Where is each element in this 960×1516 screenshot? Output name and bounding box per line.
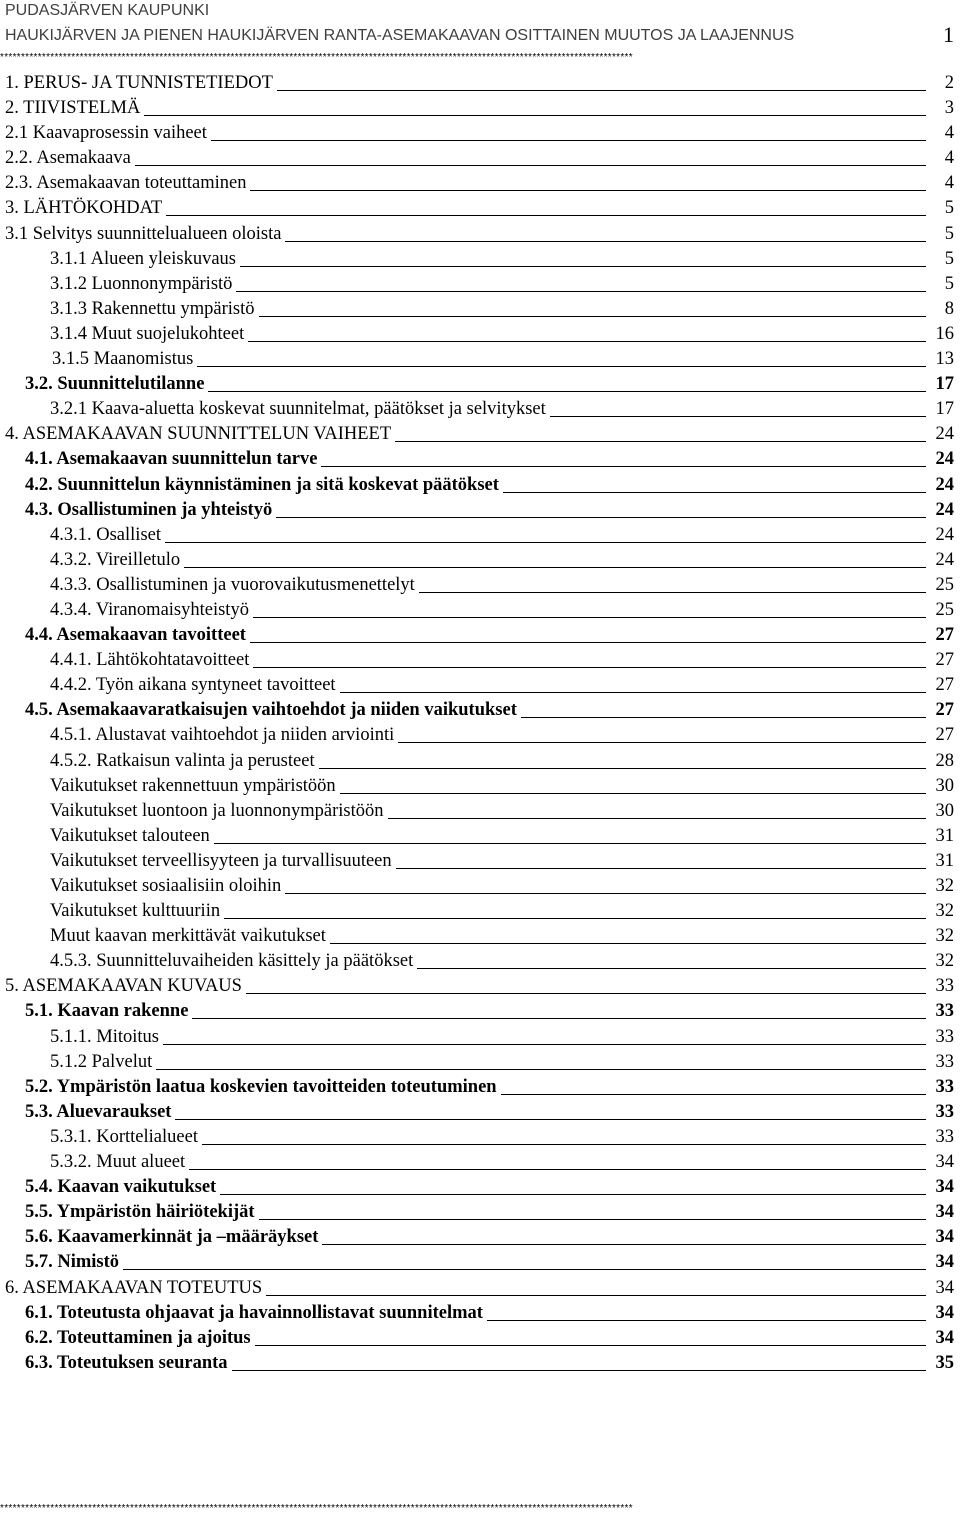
toc-entry-label: 3.1.1 Alueen yleiskuvaus: [50, 247, 240, 272]
toc-entry[interactable]: [0, 673, 960, 698]
toc-leader-line: [50, 1044, 926, 1045]
toc-entry-label: 5.3.1. Korttelialueet: [50, 1125, 202, 1150]
toc-entry-label: 2.3. Asemakaavan toteuttaminen: [5, 171, 250, 196]
toc-entry[interactable]: [0, 473, 960, 498]
toc-entry-page: 27: [935, 725, 954, 746]
toc-entry-page: 31: [935, 825, 954, 846]
toc-entry-page: 33: [935, 1076, 954, 1097]
toc-entry[interactable]: [0, 749, 960, 774]
toc-entry-label: 2. TIIVISTELMÄ: [5, 96, 144, 121]
toc-leader-line: [50, 1069, 926, 1070]
toc-entry[interactable]: [0, 372, 960, 397]
toc-entry-label: 5.1.2 Palvelut: [50, 1050, 156, 1075]
toc-entry-label: 4.3.3. Osallistuminen ja vuorovaikutusmenettelyt: [50, 573, 419, 598]
toc-entry-label: Vaikutukset sosiaalisiin oloihin: [50, 874, 285, 899]
toc-entry-page: 25: [935, 599, 954, 620]
toc-entry-page: 28: [935, 750, 954, 771]
toc-entry[interactable]: [0, 171, 960, 196]
toc-entry-page: 13: [935, 349, 954, 370]
toc-entry-label: 5.7. Nimistö: [25, 1250, 123, 1275]
toc-entry[interactable]: [0, 949, 960, 974]
toc-entry-page: 24: [935, 449, 954, 470]
toc-entry-label: 4.3.4. Viranomaisyhteistyö: [50, 598, 253, 623]
toc-entry[interactable]: [0, 1301, 960, 1326]
toc-entry[interactable]: [0, 924, 960, 949]
toc-entry[interactable]: [0, 974, 960, 999]
toc-entry[interactable]: [0, 573, 960, 598]
toc-entry-page: 17: [935, 374, 954, 395]
toc-entry-label: 3.1.3 Rakennettu ympäristö: [50, 297, 259, 322]
toc-entry-label: 4. ASEMAKAAVAN SUUNNITTELUN VAIHEET: [5, 422, 395, 447]
toc-entry[interactable]: [0, 824, 960, 849]
toc-entry[interactable]: [0, 121, 960, 146]
toc-entry[interactable]: [0, 999, 960, 1024]
toc-entry[interactable]: [0, 297, 960, 322]
toc-entry[interactable]: [0, 272, 960, 297]
toc-entry[interactable]: [0, 648, 960, 673]
toc-entry-label: 4.2. Suunnittelun käynnistäminen ja sitä koskevat päätökset: [25, 473, 503, 498]
toc-entry[interactable]: [0, 698, 960, 723]
toc-entry-label: 5. ASEMAKAAVAN KUVAUS: [5, 974, 246, 999]
toc-entry-page: 24: [935, 424, 954, 445]
toc-entry-label: 4.5.2. Ratkaisun valinta ja perusteet: [50, 749, 319, 774]
toc-entry[interactable]: [0, 1200, 960, 1225]
toc-entry[interactable]: [0, 1125, 960, 1150]
toc-entry[interactable]: [0, 498, 960, 523]
toc-entry-label: 6.3. Toteutuksen seuranta: [25, 1351, 232, 1376]
toc-entry-label: Vaikutukset kulttuuriin: [50, 899, 224, 924]
toc-entry-label: Muut kaavan merkittävät vaikutukset: [50, 924, 330, 949]
toc-entry[interactable]: [0, 222, 960, 247]
toc-entry-label: 5.6. Kaavamerkinnät ja –määräykset: [25, 1225, 322, 1250]
toc-entry-label: 3.1 Selvitys suunnittelualueen oloista: [5, 222, 285, 247]
page-number: 1: [943, 22, 954, 47]
toc-entry[interactable]: [0, 874, 960, 899]
toc-entry-page: 25: [935, 574, 954, 595]
toc-entry[interactable]: [0, 422, 960, 447]
toc-entry-label: 5.5. Ympäristön häiriötekijät: [25, 1200, 259, 1225]
toc-entry-page: 33: [935, 1051, 954, 1072]
toc-entry-label: 4.3.1. Osalliset: [50, 523, 165, 548]
toc-entry[interactable]: [0, 598, 960, 623]
toc-entry[interactable]: [0, 1250, 960, 1275]
toc-entry[interactable]: [0, 1050, 960, 1075]
toc-entry-label: Vaikutukset luontoon ja luonnonympäristöön: [50, 799, 388, 824]
toc-entry-label: Vaikutukset rakennettuun ympäristöön: [50, 774, 340, 799]
toc-entry-page: 5: [944, 248, 954, 269]
toc-entry-label: 4.1. Asemakaavan suunnittelun tarve: [25, 447, 321, 472]
toc-entry-label: 5.4. Kaavan vaikutukset: [25, 1175, 220, 1200]
toc-entry-page: 24: [935, 549, 954, 570]
toc-entry-label: 3. LÄHTÖKOHDAT: [5, 196, 166, 221]
toc-entry[interactable]: [0, 1175, 960, 1200]
toc-entry[interactable]: [0, 397, 960, 422]
toc-entry-label: 4.3. Osallistuminen ja yhteistyö: [25, 498, 276, 523]
toc-entry[interactable]: [0, 347, 960, 372]
toc-entry[interactable]: [0, 196, 960, 221]
toc-entry[interactable]: [0, 774, 960, 799]
toc-entry-page: 2: [944, 73, 954, 93]
toc-entry-label: 5.3. Aluevaraukset: [25, 1100, 175, 1125]
toc-entry-label: 2.1 Kaavaprosessin vaiheet: [5, 121, 211, 146]
toc-entry-page: 4: [944, 173, 954, 194]
toc-entry-page: 27: [935, 700, 954, 721]
toc-entry-page: 33: [935, 1126, 954, 1147]
toc-entry-page: 34: [935, 1327, 954, 1348]
toc-entry[interactable]: [0, 1150, 960, 1175]
toc-entry[interactable]: [0, 247, 960, 272]
toc-entry-page: 27: [935, 650, 954, 671]
toc-entry[interactable]: [0, 849, 960, 874]
toc-entry[interactable]: [0, 1100, 960, 1125]
toc-entry-page: 33: [935, 1026, 954, 1047]
organization-name: PUDASJÄRVEN KAUPUNKI: [5, 2, 210, 19]
toc-entry-label: 3.1.2 Luonnonympäristö: [50, 272, 236, 297]
toc-entry[interactable]: [0, 1326, 960, 1351]
toc-entry-page: 33: [935, 976, 954, 997]
toc-entry[interactable]: [0, 1276, 960, 1301]
toc-entry[interactable]: [0, 548, 960, 573]
toc-entry-label: 4.5.3. Suunnitteluvaiheiden käsittely ja päätökset: [50, 949, 417, 974]
toc-leader-line: [25, 1269, 926, 1270]
toc-entry-page: 34: [935, 1277, 954, 1298]
toc-entry-page: 8: [944, 298, 954, 319]
toc-entry-page: 34: [935, 1252, 954, 1273]
toc-entry-label: Vaikutukset terveellisyyteen ja turvallisuuteen: [50, 849, 396, 874]
toc-entry-page: 30: [935, 800, 954, 821]
toc-entry-page: 5: [944, 198, 954, 219]
toc-entry-page: 30: [935, 775, 954, 796]
toc-entry-label: 4.5. Asemakaavaratkaisujen vaihtoehdot ja niiden vaikutukset: [25, 698, 521, 723]
toc-entry-label: 5.1. Kaavan rakenne: [25, 999, 192, 1024]
toc-entry-label: 3.1.5 Maanomistus: [52, 347, 197, 372]
footer-separator: *******************************************************************************************************************************************************: [0, 1504, 633, 1514]
toc-entry[interactable]: [0, 623, 960, 648]
toc-entry-label: 6.2. Toteuttaminen ja ajoitus: [25, 1326, 255, 1351]
toc-entry-page: 33: [935, 1001, 954, 1022]
toc-entry-page: 24: [935, 474, 954, 495]
toc-entry[interactable]: [0, 96, 960, 121]
toc-entry[interactable]: [0, 723, 960, 748]
toc-entry-page: 32: [935, 901, 954, 922]
toc-entry-page: 33: [935, 1101, 954, 1122]
toc-leader-line: [50, 542, 926, 543]
header-separator: *******************************************************************************************************************************************************: [0, 53, 633, 63]
toc-entry[interactable]: [0, 1225, 960, 1250]
toc-entry-label: 4.3.2. Vireilletulo: [50, 548, 184, 573]
toc-entry-label: 3.2. Suunnittelutilanne: [25, 372, 208, 397]
toc-entry-label: 4.4.2. Työn aikana syntyneet tavoitteet: [50, 673, 340, 698]
toc-entry[interactable]: [0, 1025, 960, 1050]
toc-entry-label: 4.4.1. Lähtökohtatavoitteet: [50, 648, 253, 673]
toc-entry-page: 34: [935, 1202, 954, 1223]
toc-entry-page: 4: [944, 123, 954, 144]
toc-entry-page: 34: [935, 1227, 954, 1248]
toc-entry[interactable]: [0, 447, 960, 472]
toc-entry[interactable]: [0, 71, 960, 96]
toc-entry-page: 5: [944, 223, 954, 244]
toc-entry-page: 35: [935, 1352, 954, 1373]
toc-entry[interactable]: [0, 899, 960, 924]
toc-entry-label: 3.2.1 Kaava-aluetta koskevat suunnitelmat, päätökset ja selvitykset: [50, 397, 550, 422]
toc-entry[interactable]: [0, 1075, 960, 1100]
toc-entry-page: 34: [935, 1152, 954, 1173]
toc-entry-page: 27: [935, 625, 954, 646]
toc-entry-label: 4.4. Asemakaavan tavoitteet: [25, 623, 250, 648]
toc-entry-label: Vaikutukset talouteen: [50, 824, 214, 849]
toc-entry[interactable]: [0, 1351, 960, 1376]
toc-entry-label: 2.2. Asemakaava: [5, 146, 135, 171]
toc-entry-page: 4: [944, 148, 954, 169]
toc-entry-label: 1. PERUS- JA TUNNISTETIEDOT: [5, 71, 277, 96]
toc-entry-page: 34: [935, 1177, 954, 1198]
toc-entry[interactable]: [0, 322, 960, 347]
toc-entry-page: 17: [935, 399, 954, 420]
toc-entry[interactable]: [0, 146, 960, 171]
toc-entry-page: 27: [935, 675, 954, 696]
toc-entry-page: 31: [935, 850, 954, 871]
toc-entry-page: 32: [935, 926, 954, 947]
toc-entry-label: 5.3.2. Muut alueet: [50, 1150, 189, 1175]
toc-entry-page: 24: [935, 499, 954, 520]
toc-entry-label: 5.1.1. Mitoitus: [50, 1025, 163, 1050]
toc-entry-page: 3: [944, 98, 954, 119]
toc-entry-page: 32: [935, 876, 954, 896]
toc-entry-label: 6.1. Toteutusta ohjaavat ja havainnollistavat suunnitelmat: [25, 1301, 487, 1326]
toc-entry-page: 24: [935, 524, 954, 545]
document-title: HAUKIJÄRVEN JA PIENEN HAUKIJÄRVEN RANTA-ASEMAKAAVAN OSITTAINEN MUUTOS JA LAAJENNUS: [5, 27, 795, 44]
toc-entry-label: 3.1.4 Muut suojelukohteet: [50, 322, 248, 347]
toc-entry-page: 32: [935, 951, 954, 972]
toc-entry-page: 5: [944, 273, 954, 294]
toc-entry-page: 34: [935, 1302, 954, 1323]
table-of-contents: [0, 71, 960, 1376]
toc-entry-page: 16: [935, 323, 954, 344]
toc-entry-label: 4.5.1. Alustavat vaihtoehdot ja niiden arviointi: [50, 723, 398, 748]
toc-entry-label: 5.2. Ympäristön laatua koskevien tavoitteiden toteutuminen: [25, 1075, 501, 1100]
toc-leader-line: [5, 165, 926, 166]
toc-entry[interactable]: [0, 799, 960, 824]
toc-entry[interactable]: [0, 523, 960, 548]
toc-entry-label: 6. ASEMAKAAVAN TOTEUTUS: [5, 1276, 266, 1301]
